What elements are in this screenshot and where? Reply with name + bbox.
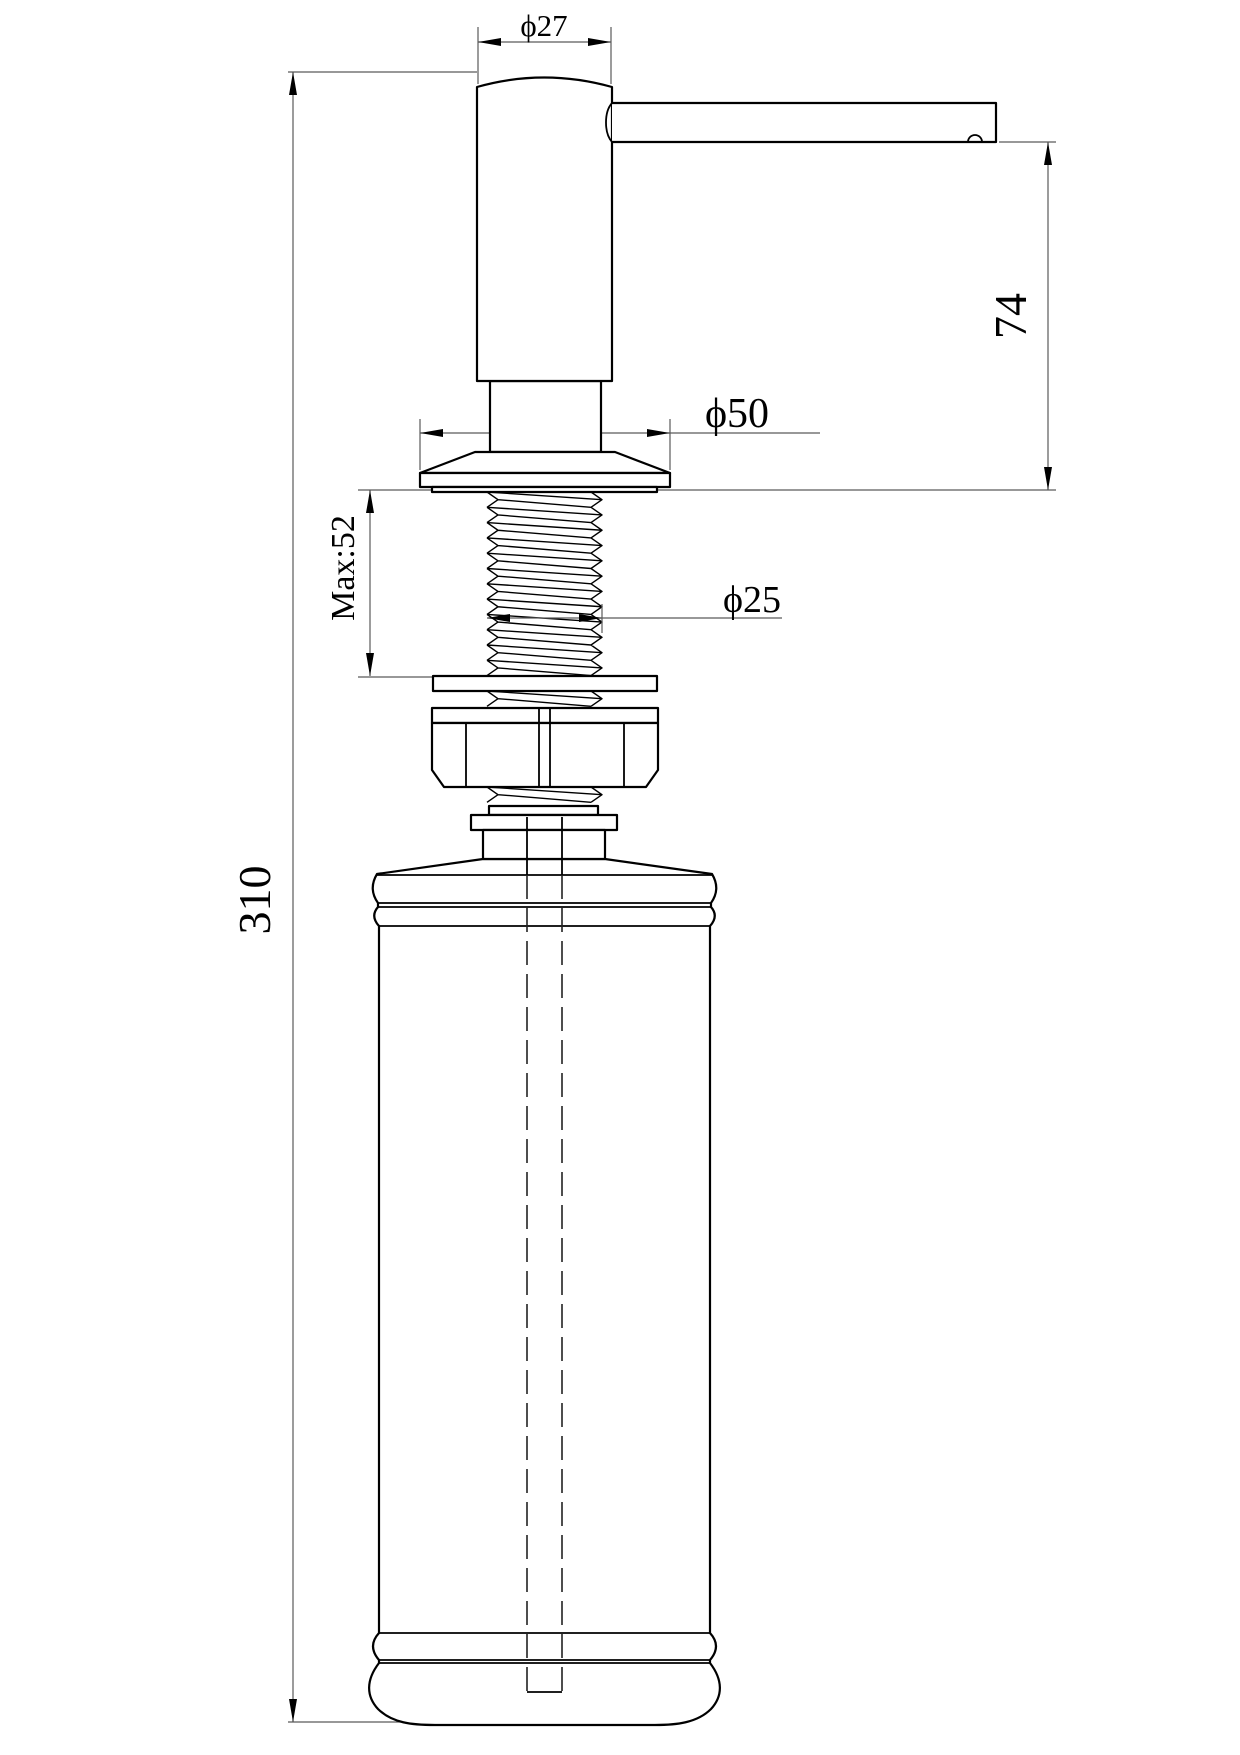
spout: [612, 103, 996, 142]
dim-text-flange-diameter: ϕ50: [704, 391, 770, 437]
thread-upper: [487, 492, 602, 676]
dim-text-overall-height: 310: [229, 865, 280, 935]
arrow-down: [1044, 467, 1052, 490]
pump-head: [477, 78, 612, 382]
flange-rim: [420, 473, 670, 487]
dim-text-max52: Max:52: [325, 515, 362, 621]
pump-stem: [490, 381, 601, 452]
bottle-neck: [483, 830, 605, 859]
arrow-down: [289, 1699, 297, 1722]
washer: [433, 676, 657, 691]
dim-text-thread-diameter: ϕ25: [722, 579, 782, 621]
thread-end-collar: [489, 806, 598, 815]
bottle-body: [369, 859, 720, 1725]
arrow-left: [478, 38, 501, 46]
thread-mid: [487, 691, 602, 706]
dim-text-head-diameter: ϕ27: [520, 8, 568, 43]
flange-lip: [432, 487, 657, 492]
arrow-up: [289, 72, 297, 95]
arrow-up: [1044, 142, 1052, 165]
arrow-right: [588, 38, 611, 46]
arrow-right: [647, 429, 670, 437]
dim-text-spout-height: 74: [985, 293, 1036, 339]
thread-lower: [487, 787, 602, 802]
flange-cone: [420, 452, 670, 473]
arrow-left: [420, 429, 443, 437]
nut-top-flange: [432, 708, 658, 723]
arrow-down: [366, 653, 374, 676]
arrow-up: [366, 490, 374, 513]
bottle-cap-collar: [471, 815, 617, 830]
